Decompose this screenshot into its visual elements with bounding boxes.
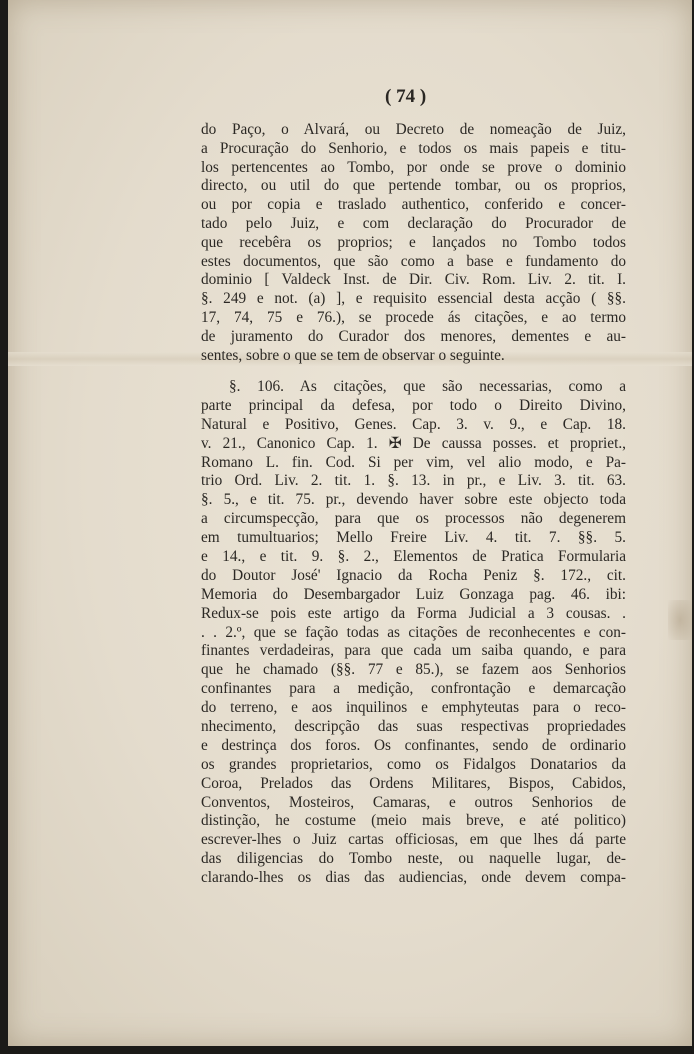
text-line: que recebêra os proprios; e lançados no Tombo todos xyxy=(201,233,626,251)
text-line: los pertencentes ao Tombo, por onde se prove o dominio xyxy=(201,158,626,176)
text-line: e destrinça dos foros. Os confinantes, sendo de ordinario xyxy=(201,736,626,754)
text-line: confinantes para a medição, confrontação e demarcação xyxy=(201,680,626,698)
text-line: §. 5., e tit. 75. pr., devendo haver sobre este objecto toda xyxy=(201,491,626,509)
text-line: clarando-lhes os dias das audiencias, onde devem compa- xyxy=(201,869,626,887)
text-line: do Doutor José' Ignacio da Rocha Peniz §. 172., cit. xyxy=(201,566,626,584)
text-line: nhecimento, descripção das suas respectivas propriedades xyxy=(201,718,626,736)
paragraph-106 xyxy=(201,378,626,888)
text-line: §. 106. As citações, que são necessarias, como a xyxy=(229,378,626,395)
text-line: Redux-se pois este artigo da Forma Judicial a 3 cousas. . xyxy=(201,604,626,622)
text-line: do terreno, e aos inquilinos e emphyteutas para o reco- xyxy=(201,699,626,717)
text-line: v. 21., Canonico Cap. 1. ✠ De caussa posses. et propriet., xyxy=(201,434,626,452)
text-line: a Procuração do Senhorio, e todos os mais papeis e titu- xyxy=(201,139,626,157)
text-line: tado pelo Juiz, e com declaração do Procurador de xyxy=(201,214,626,232)
text-line: estes documentos, que são como a base e fundamento do xyxy=(201,252,626,270)
text-line: distinção, he costume (meio mais breve, e até politico) xyxy=(201,812,626,830)
book-page xyxy=(8,0,692,1046)
text-line: Conventos, Mosteiros, Camaras, e outros Senhorios de xyxy=(201,793,626,811)
text-line: que he chamado (§§. 77 e 85.), se fazem aos Senhorios xyxy=(201,661,626,679)
page-number: ( 74 ) xyxy=(385,86,427,107)
text-line: §. 249 e not. (a) ], e requisito essencial desta acção ( §§. xyxy=(201,290,626,308)
text-line: Coroa, Prelados das Ordens Militares, Bispos, Cabidos, xyxy=(201,774,626,792)
text-line: parte principal da defesa, por todo o Direito Divino, xyxy=(201,396,626,414)
text-line: Romano L. fin. Cod. Si per vim, vel alio modo, e Pa- xyxy=(201,453,626,471)
paper-stain xyxy=(668,600,692,640)
text-line: . . 2.º, que se fação todas as citações de reconhecentes e con- xyxy=(201,623,626,641)
text-line: escrever-lhes o Juiz cartas officiosas, em que lhes dá parte xyxy=(201,831,626,849)
text-line: finantes verdadeiras, para que cada um saiba quando, e para xyxy=(201,642,626,660)
text-line: de juramento do Curador dos menores, dementes e au- xyxy=(201,327,626,345)
text-line: e 14., e tit. 9. §. 2., Elementos de Pratica Formularia xyxy=(201,548,626,566)
text-line: ou por copia e traslado authentico, conferido e concer- xyxy=(201,196,626,214)
text-line: do Paço, o Alvará, ou Decreto de nomeação de Juiz, xyxy=(201,121,626,138)
text-line: a circumspecção, para que os processos não degenerem xyxy=(201,510,626,528)
text-line: os grandes proprietarios, como os Fidalgos Donatarios da xyxy=(201,755,626,773)
text-line: dominio [ Valdeck Inst. de Dir. Civ. Rom. Liv. 2. tit. I. xyxy=(201,271,626,289)
text-line: sentes, sobre o que se tem de observar o seguinte. xyxy=(201,346,505,364)
text-line: em tumultuarios; Mello Freire Liv. 4. tit. 7. §§. 5. xyxy=(201,529,626,547)
text-line: 17, 74, 75 e 76.), se procede ás citações, e ao termo xyxy=(201,308,626,326)
text-line: das diligencias do Tombo neste, ou naquelle lugar, de- xyxy=(201,850,626,868)
text-line: trio Ord. Liv. 2. tit. 1. §. 13. in pr., e Liv. 3. tit. 63. xyxy=(201,472,626,490)
text-line: Memoria do Desembargador Luiz Gonzaga pag. 46. ibi: xyxy=(201,585,626,603)
text-line: Natural e Positivo, Genes. Cap. 3. v. 9., e Cap. 18. xyxy=(201,415,626,433)
paragraph-continued xyxy=(201,121,626,365)
text-line: directo, ou util do que pertende tombar, ou os proprios, xyxy=(201,177,626,195)
